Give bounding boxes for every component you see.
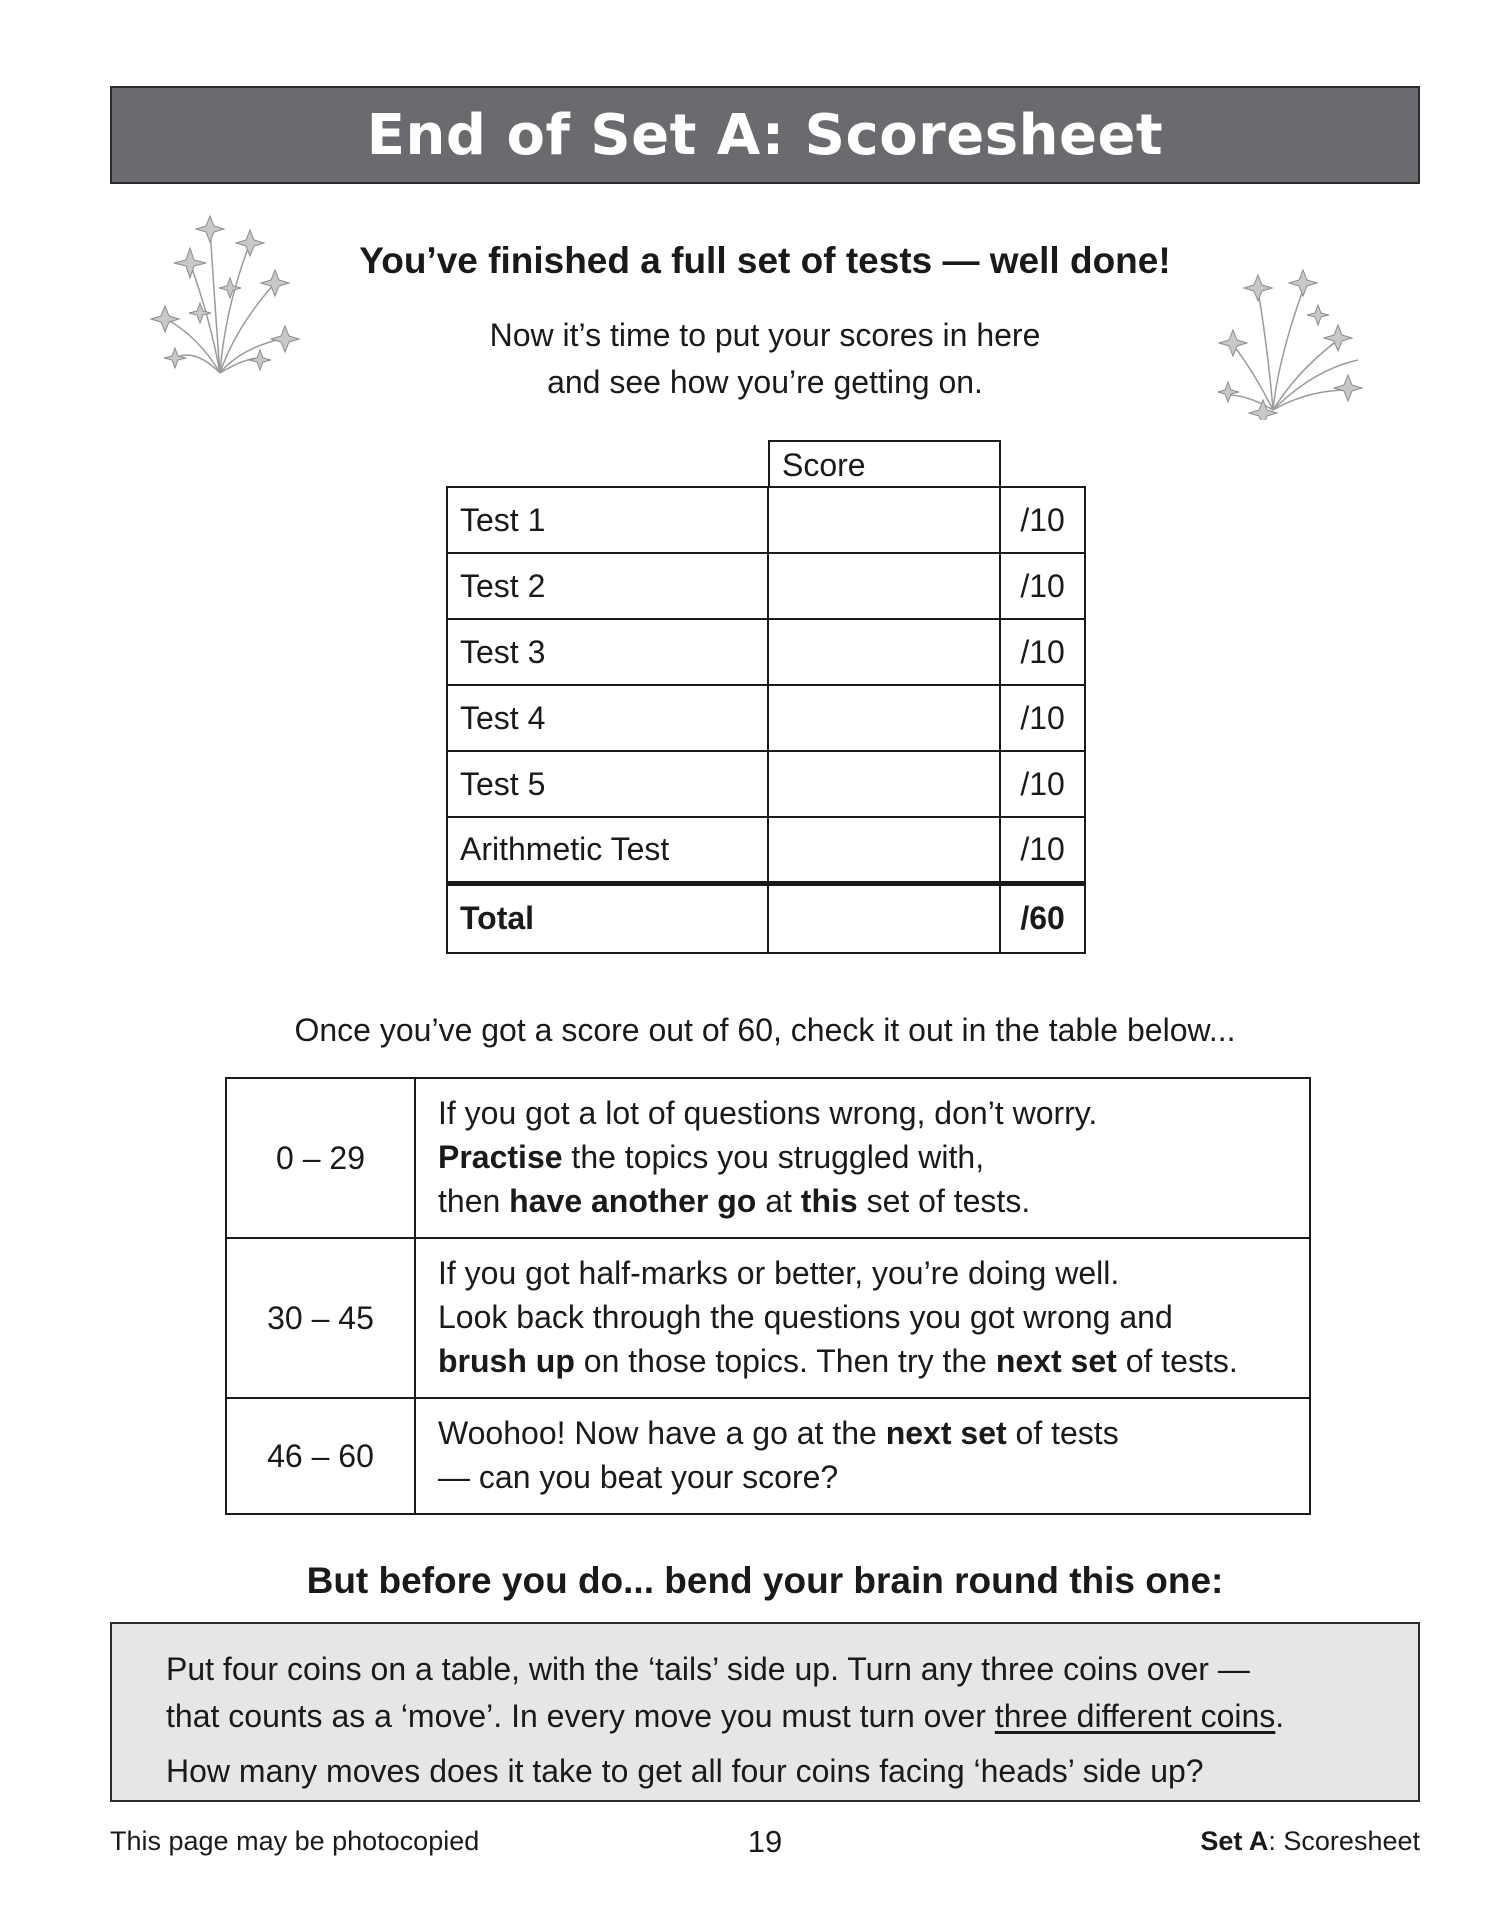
bold-text: brush up (438, 1343, 575, 1379)
footer-note: This page may be photocopied (110, 1826, 480, 1856)
result-line: — can you beat your score? (438, 1459, 839, 1495)
result-line (438, 1339, 1289, 1383)
table-row (447, 553, 1085, 619)
text: the topics you struggled with, (562, 1139, 985, 1175)
max-score: /10 (1000, 487, 1085, 553)
max-score: /10 (1000, 817, 1085, 883)
section-title: : Scoresheet (1268, 1826, 1420, 1856)
table-row (447, 487, 1085, 553)
brain-teaser-heading: But before you do... bend your brain round this one: (306, 1560, 1224, 1601)
intro-line: Now it’s time to put your scores in here (489, 317, 1041, 353)
text: that counts as a ‘move’. In every move you must turn over (166, 1698, 995, 1734)
total-max-score: /60 (1000, 883, 1085, 953)
intro-line: and see how you’re getting on. (547, 364, 983, 400)
table-row (447, 751, 1085, 817)
test-name: Test 5 (447, 751, 768, 817)
score-cell[interactable] (768, 487, 1000, 553)
test-name: Test 1 (447, 487, 768, 553)
total-row (447, 883, 1085, 953)
text: then (438, 1183, 510, 1219)
bold-text: have another go (509, 1183, 757, 1219)
puzzle-box (110, 1622, 1420, 1802)
result-description (415, 1398, 1310, 1514)
table-row (226, 1398, 1310, 1514)
max-score: /10 (1000, 619, 1085, 685)
table-row (447, 685, 1085, 751)
puzzle-line: Put four coins on a table, with the ‘tails’ side up. Turn any three coins over — (166, 1651, 1250, 1687)
text: at (756, 1183, 801, 1219)
test-name: Test 2 (447, 553, 768, 619)
page-number: 19 (747, 1824, 783, 1859)
result-line (438, 1179, 1289, 1223)
result-line (438, 1411, 1289, 1455)
puzzle-question: How many moves does it take to get all four coins facing ‘heads’ side up? (166, 1753, 1204, 1789)
footer-section (1200, 1826, 1420, 1857)
test-name: Test 3 (447, 619, 768, 685)
score-table (446, 486, 1086, 954)
result-line: If you got a lot of questions wrong, don’t worry. (438, 1095, 1098, 1131)
result-line: Look back through the questions you got wrong and (438, 1299, 1173, 1335)
score-cell[interactable] (768, 751, 1000, 817)
score-range: 0 – 29 (226, 1078, 415, 1238)
result-line (438, 1135, 1289, 1179)
bold-text: next set (885, 1415, 1007, 1451)
subtitle: You’ve finished a full set of tests — well done! (359, 240, 1171, 281)
intro-text (0, 312, 1500, 406)
max-score: /10 (1000, 685, 1085, 751)
table-row (226, 1238, 1310, 1398)
bold-text: next set (995, 1343, 1117, 1379)
max-score: /10 (1000, 553, 1085, 619)
puzzle-line (166, 1693, 1366, 1740)
score-cell[interactable] (768, 685, 1000, 751)
page-title: End of Set A: Scoresheet (366, 102, 1164, 168)
result-description (415, 1078, 1310, 1238)
score-cell[interactable] (768, 619, 1000, 685)
table-row (447, 817, 1085, 883)
score-range: 46 – 60 (226, 1398, 415, 1514)
score-cell[interactable] (768, 817, 1000, 883)
text: of tests (1006, 1415, 1119, 1451)
score-range: 30 – 45 (226, 1238, 415, 1398)
title-bar (110, 86, 1420, 184)
text: of tests. (1116, 1343, 1238, 1379)
result-description (415, 1238, 1310, 1398)
text: Woohoo! Now have a go at the (438, 1415, 886, 1451)
text: on those topics. Then try the (574, 1343, 996, 1379)
score-cell[interactable] (768, 553, 1000, 619)
check-instruction: Once you’ve got a score out of 60, check it out in the table below... (294, 1012, 1236, 1048)
test-name: Arithmetic Test (447, 817, 768, 883)
result-line: If you got half-marks or better, you’re doing well. (438, 1255, 1120, 1291)
score-column-header: Score (768, 440, 1001, 488)
underlined-text: three different coins (994, 1698, 1276, 1734)
total-label: Total (447, 883, 768, 953)
results-table (225, 1077, 1311, 1515)
total-score-cell[interactable] (768, 883, 1000, 953)
table-row (447, 619, 1085, 685)
table-row (226, 1078, 1310, 1238)
section-name: Set A (1200, 1826, 1269, 1856)
test-name: Test 4 (447, 685, 768, 751)
text: set of tests. (857, 1183, 1031, 1219)
bold-text: this (800, 1183, 858, 1219)
text: . (1275, 1698, 1285, 1734)
bold-text: Practise (438, 1139, 563, 1175)
max-score: /10 (1000, 751, 1085, 817)
